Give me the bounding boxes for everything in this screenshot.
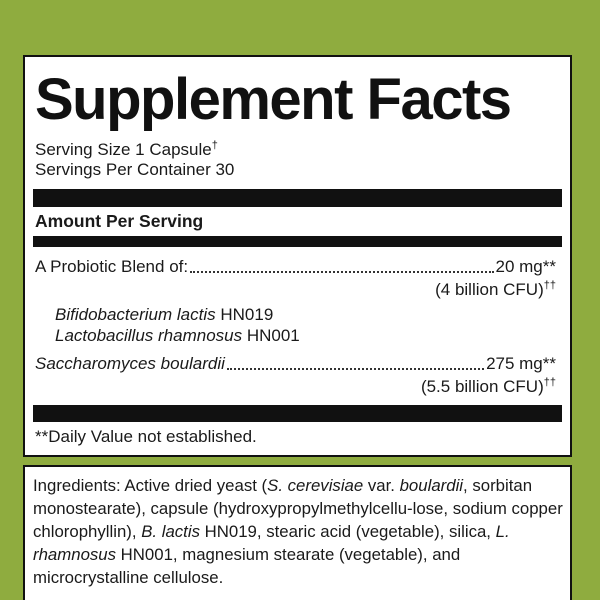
blend-strain-item [55, 325, 300, 346]
ingredient-segment-italic: L. rhamnosus [33, 522, 510, 564]
nutrient-cfu: (4 billion CFU)†† [435, 279, 556, 299]
strain-name: Lactobacillus rhamnosus [55, 326, 243, 345]
amount-per-serving-header: Amount Per Serving [35, 211, 204, 231]
strain-code: HN019 [220, 305, 274, 324]
panel-title: Supplement Facts [35, 67, 511, 132]
ingredients-panel [23, 465, 572, 600]
nutrient-amount: 275 mg** [486, 354, 556, 373]
dot-leader [227, 368, 484, 370]
divider-bar [33, 236, 562, 247]
ingredient-segment-italic: S. cerevisiae [267, 476, 364, 495]
ingredient-segment: , sorbitan monostearate), capsule (hydroxypropylmethylcellu-lose, sodium copper chlorophyllin), [33, 476, 563, 541]
double-dagger-mark: †† [543, 376, 556, 389]
divider-bar [33, 405, 562, 422]
nutrient-row-probiotic-blend [35, 256, 556, 278]
dot-leader [190, 271, 493, 273]
ingredient-segment-italic: B. lactis [141, 522, 200, 541]
supplement-facts-panel [23, 55, 572, 457]
servings-per-container: Servings Per Container 30 [35, 160, 235, 179]
divider-bar [33, 189, 562, 207]
strain-name: Bifidobacterium lactis [55, 305, 216, 324]
nutrient-label: Saccharomyces boulardii [35, 354, 225, 373]
ingredients-text [33, 474, 563, 589]
dagger-mark: † [211, 139, 218, 152]
daily-value-footnote: **Daily Value not established. [35, 427, 257, 446]
double-dagger-mark: †† [543, 279, 556, 292]
nutrient-cfu: (5.5 billion CFU)†† [420, 376, 556, 396]
ingredient-segment: HN019, stearic acid (vegetable), silica, [199, 522, 496, 541]
ingredient-segment: var. [363, 476, 400, 495]
ingredient-segment-italic: boulardii [399, 476, 464, 495]
nutrient-amount: 20 mg** [495, 257, 556, 276]
blend-strain-item [55, 304, 273, 325]
nutrient-label: A Probiotic Blend of: [35, 257, 189, 276]
nutrient-row-saccharomyces [35, 353, 556, 375]
ingredient-segment: Ingredients: Active dried yeast ( [33, 476, 268, 495]
ingredient-segment: HN001, magnesium stearate (vegetable), and microcrystalline cellulose. [33, 545, 461, 587]
strain-code: HN001 [246, 326, 300, 345]
serving-size: Serving Size 1 Capsule† [35, 139, 218, 159]
